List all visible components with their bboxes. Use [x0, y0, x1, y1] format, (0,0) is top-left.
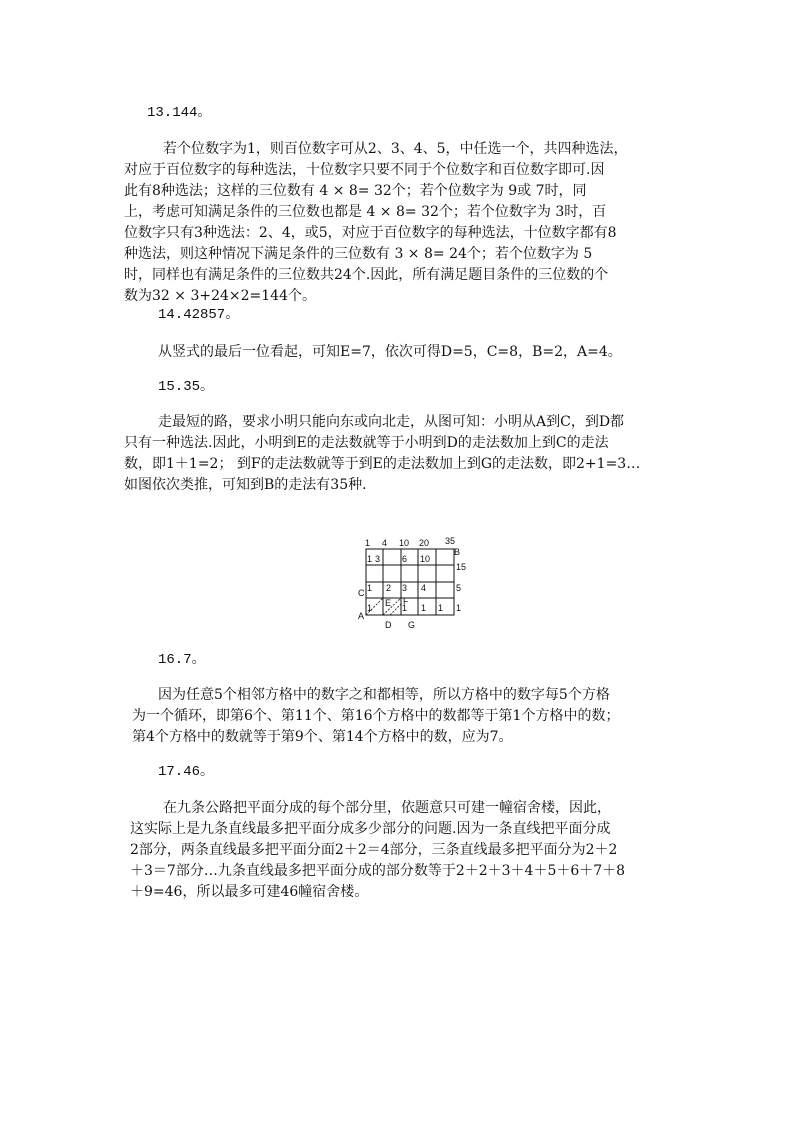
- answer-17-line-2: 这实际上是九条直线最多把平面分成多少部分的问题.因为一条直线把平面分成: [130, 821, 611, 837]
- grid-label-r2-1: 1: [367, 554, 373, 564]
- answer-13-line-6: 种选法，则这种情况下满足条件的三位数有 3 × 8= 24个；若个位数字为 5: [124, 246, 593, 262]
- grid-label-r2-2: 3: [375, 554, 381, 564]
- answer-17-line-5: ＋9=46，所以最多可建46幢宿舍楼。: [130, 884, 369, 900]
- answer-17-line-1: 在九条公路把平面分成的每个部分里，依题意只可建一幢宿舍楼，因此，: [163, 800, 611, 816]
- answer-13-line-3: 此有8种选法；这样的三位数有 4 × 8= 32个；若个位数字为 9或 7时，同: [124, 183, 587, 199]
- grid-label-top-4: 20: [419, 538, 430, 548]
- answer-15-line-4: 如图依次类推，可知到B的走法有35种.: [124, 477, 367, 493]
- answer-13-line-8: 数为32 × 3+24×2=144个。: [124, 288, 316, 304]
- point-f-label: F: [403, 596, 409, 606]
- point-g-label: G: [408, 620, 416, 630]
- grid-label-top-1: 1: [365, 538, 371, 548]
- answer-14-line-1: 从竖式的最后一位看起，可知E=7，依次可得D=5，C=8，B=2，A=4。: [158, 344, 622, 360]
- point-d-label: D: [385, 620, 392, 630]
- answer-16-line-1: 因为任意5个相邻方格中的数字之和都相等，所以方格中的数字每5个方格: [158, 687, 610, 703]
- point-c-label: C: [358, 588, 365, 598]
- point-e-label: E: [385, 598, 392, 608]
- answer-16-heading: 16.7。: [158, 652, 206, 668]
- answer-15-heading: 15.35。: [158, 379, 215, 395]
- answer-15-line-2: 只有一种选法.因此，小明到E的走法数就等于小明到D的走法数加上到C的走法: [124, 435, 609, 451]
- answer-17-heading: 17.46。: [158, 764, 215, 780]
- grid-label-top-5: 35: [445, 536, 456, 546]
- answer-15-line-3: 数，即1＋1=2； 到F的走法数就等于到E的走法数加上到G的走法数，即2+1=3…: [124, 456, 641, 472]
- grid-label-r2-3: 6: [402, 554, 408, 564]
- answer-13-line-1: 若个位数字为1，则百位数字可从2、3、4、5，中任选一个，共四种选法，: [163, 141, 628, 157]
- grid-label-r4-5: 1: [456, 603, 462, 613]
- grid-label-r4-3: 1: [421, 603, 427, 613]
- point-a-label: A: [358, 611, 365, 621]
- answer-13-line-2: 对应于百位数字的每种选法，十位数字只要不同于个位数字和百位数字即可.因: [124, 162, 605, 178]
- grid-label-r4-2: 1: [402, 603, 408, 613]
- answer-17-line-4: ＋3＝7部分…九条直线最多把平面分成的部分数等于2＋2＋3＋4＋5＋6＋7＋8: [130, 863, 626, 879]
- answer-13-line-7: 时，同样也有满足条件的三位数共24个.因此，所有满足题目条件的三位数的个: [124, 267, 609, 283]
- grid-label-r2-4: 10: [420, 554, 431, 564]
- answer-16-line-2: 为一个循环，即第6个、第11个、第16个方格中的数都等于第1个方格中的数；: [132, 708, 620, 724]
- shortest-path-grid-diagram: [356, 535, 468, 635]
- answer-14-heading: 14.42857。: [158, 307, 240, 323]
- grid-label-r2-5: 15: [456, 562, 467, 572]
- grid-label-top-3: 10: [399, 538, 410, 548]
- answer-17-line-3: 2部分，两条直线最多把平面分面2＋2＝4部分，三条直线最多把平面分为2＋2: [130, 842, 618, 858]
- answer-13-heading: 13.144。: [147, 105, 212, 121]
- grid-label-r4-4: 1: [438, 603, 444, 613]
- grid-label-r3-2: 2: [386, 583, 392, 593]
- grid-label-r3-1: 1: [367, 583, 373, 593]
- answer-16-line-3: 第4个方格中的数就等于第9个、第14个方格中的数，应为7。: [132, 729, 513, 745]
- grid-label-r3-4: 4: [421, 583, 427, 593]
- grid-label-r3-3: 3: [402, 583, 408, 593]
- grid-label-r4-1: 1: [367, 603, 373, 613]
- grid-label-top-2: 4: [382, 538, 388, 548]
- answer-13-line-5: 位数字只有3种选法：2、4，或5，对应于百位数字的每种选法，十位数字都有8: [124, 225, 617, 241]
- answer-13-line-4: 上，考虑可知满足条件的三位数也都是 4 × 8= 32个；若个位数字为 3时，百: [124, 204, 607, 220]
- point-b-label: B: [454, 547, 461, 557]
- answer-15-line-1: 走最短的路，要求小明只能向东或向北走，从图可知：小明从A到C，到D都: [158, 414, 625, 430]
- grid-label-r3-5: 5: [456, 583, 462, 593]
